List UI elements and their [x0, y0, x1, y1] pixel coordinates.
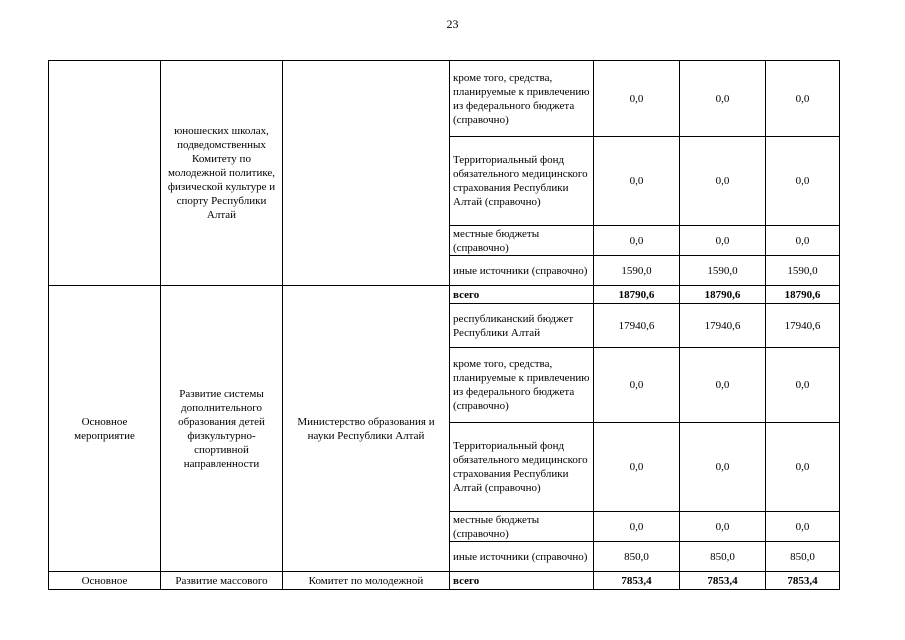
value-cell: 0,0 — [680, 226, 766, 256]
funding-source-cell: всего — [450, 286, 594, 304]
page-number: 23 — [446, 17, 459, 31]
event-type-cell: Основное — [49, 572, 161, 590]
value-cell: 0,0 — [594, 61, 680, 137]
value-cell: 1590,0 — [680, 256, 766, 286]
funding-source-cell: Территориальный фонд обязательного медицинского страхования Республики Алтай (справочно) — [450, 137, 594, 226]
value-cell: 0,0 — [766, 348, 840, 423]
value-cell: 7853,4 — [680, 572, 766, 590]
value-cell: 0,0 — [766, 137, 840, 226]
event-type-cell — [49, 61, 161, 286]
funding-source-cell: республиканский бюджет Республики Алтай — [450, 304, 594, 348]
value-cell: 0,0 — [766, 226, 840, 256]
funding-source-cell: кроме того, средства, планируемые к привлечению из федерального бюджета (справочно) — [450, 61, 594, 137]
table-row — [49, 61, 840, 137]
value-cell: 17940,6 — [766, 304, 840, 348]
event-type-cell: Основное мероприятие — [49, 286, 161, 572]
value-cell: 0,0 — [594, 348, 680, 423]
event-name-cell: Развитие системы дополнительного образования детей физкультурно-спортивной направленности — [161, 286, 283, 572]
value-cell: 850,0 — [594, 542, 680, 572]
funding-source-cell: иные источники (справочно) — [450, 542, 594, 572]
value-cell: 1590,0 — [594, 256, 680, 286]
value-cell: 0,0 — [680, 61, 766, 137]
value-cell: 0,0 — [680, 423, 766, 512]
value-cell: 0,0 — [594, 423, 680, 512]
funding-source-cell: иные источники (справочно) — [450, 256, 594, 286]
value-cell: 18790,6 — [680, 286, 766, 304]
value-cell: 18790,6 — [594, 286, 680, 304]
value-cell: 7853,4 — [594, 572, 680, 590]
value-cell: 18790,6 — [766, 286, 840, 304]
value-cell: 0,0 — [766, 423, 840, 512]
table-row — [49, 572, 840, 590]
event-name-cell: юношеских школах, подведомственных Комитету по молодежной политике, физической культуре и спорту Республики Алтай — [161, 61, 283, 286]
value-cell: 0,0 — [766, 61, 840, 137]
funding-source-cell: местные бюджеты (справочно) — [450, 226, 594, 256]
value-cell: 17940,6 — [680, 304, 766, 348]
value-cell: 7853,4 — [766, 572, 840, 590]
value-cell: 850,0 — [766, 542, 840, 572]
value-cell: 1590,0 — [766, 256, 840, 286]
executor-cell — [283, 61, 450, 286]
value-cell: 0,0 — [680, 137, 766, 226]
value-cell: 0,0 — [766, 512, 840, 542]
value-cell: 850,0 — [680, 542, 766, 572]
funding-source-cell: кроме того, средства, планируемые к привлечению из федерального бюджета (справочно) — [450, 348, 594, 423]
value-cell: 0,0 — [680, 348, 766, 423]
value-cell: 0,0 — [594, 512, 680, 542]
table-row — [49, 286, 840, 304]
funding-table — [48, 60, 840, 590]
funding-source-cell: местные бюджеты (справочно) — [450, 512, 594, 542]
value-cell: 0,0 — [594, 137, 680, 226]
event-name-cell: Развитие массового — [161, 572, 283, 590]
value-cell: 0,0 — [680, 512, 766, 542]
funding-source-cell: всего — [450, 572, 594, 590]
executor-cell: Министерство образования и науки Республики Алтай — [283, 286, 450, 572]
funding-source-cell: Территориальный фонд обязательного медицинского страхования Республики Алтай (справочно) — [450, 423, 594, 512]
value-cell: 0,0 — [594, 226, 680, 256]
value-cell: 17940,6 — [594, 304, 680, 348]
executor-cell: Комитет по молодежной — [283, 572, 450, 590]
